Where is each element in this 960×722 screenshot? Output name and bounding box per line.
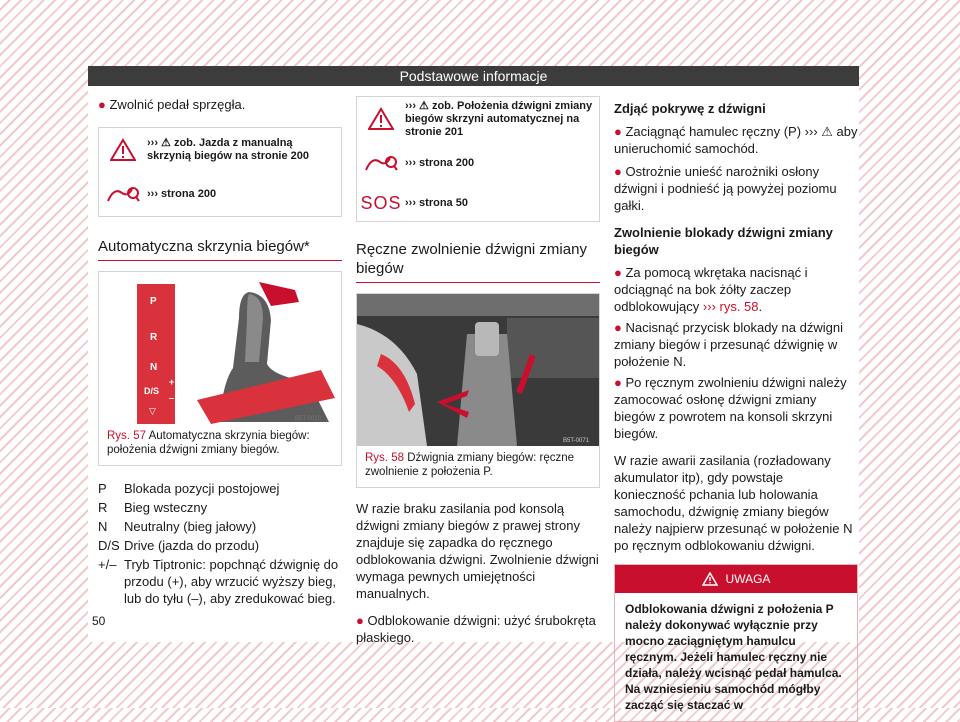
figure	[98, 271, 342, 466]
paragraph: W razie awarii zasilania (rozładowany akumulator itp), gdy powstaje konieczność pchania lub holowania samochodu, dźwignię zmiany biegów należy najpierw przesunąć w położenie N po ręcznym odblokowaniu dźwigni.	[614, 453, 853, 553]
legend-row: N Neutralny (bieg jałowy)	[98, 519, 257, 534]
figure-caption: Rys. 57 Automatyczna skrzynia biegów: położenia dźwigni zmiany biegów.	[107, 430, 310, 456]
legend-row: +/– Tryb Tiptronic: popchnąć dźwignię do przodu (+), aby wrzucić wyższy bieg, lub do tyłu (–), aby zredukować bieg.	[98, 557, 339, 606]
warning-text: Odblokowania dźwigni z położenia P należy dokonywać wyłącznie przy mocno zaciągniętym hamulcu ręcznym. Jeżeli hamulec ręczny nie działa, należy wcisnąć pedał hamulca. Na wzniesieniu samochód mógłby zacząć się staczać w	[625, 602, 842, 712]
note-row: ››› ⚠ zob. Położenia dźwigni zmiany biegów skrzyni automatycznej na stronie 201	[357, 97, 599, 141]
manual-release-image	[357, 294, 599, 446]
legend-row: D/S Drive (jazda do przodu)	[98, 538, 260, 553]
paragraph: W razie braku zasilania pod konsolą dźwigni zmiany biegów z prawej strony znajduje się zapadka do ręcznego odblokowania dźwigni. Zwolnienie dźwigni wymaga pewnych umiejętności manualnych.	[356, 501, 599, 601]
figure	[356, 293, 600, 488]
list-item: ● Po ręcznym zwolnieniu dźwigni należy zamocować osłonę dźwigni zmiany biegów z powrotem na konsoli skrzyni biegów.	[614, 375, 847, 441]
list-item: ● Nacisnąć przycisk blokady na dźwigni zmiany biegów i przesunąć dźwignię w położenie N.	[614, 320, 843, 369]
warning-box	[614, 564, 858, 722]
warning-header: UWAGA	[615, 565, 857, 593]
legend-row: P Blokada pozycji postojowej	[98, 481, 280, 496]
heading: Zwolnienie blokady dźwigni zmiany biegów	[614, 225, 833, 257]
legend-row: R Bieg wsteczny	[98, 500, 208, 515]
bullet-icon: ●	[356, 613, 364, 628]
note-row: ››› strona 200	[357, 141, 599, 185]
section-title: Ręczne zwolnienie dźwigni zmiany biegów	[356, 240, 600, 283]
fig-label-p: P	[150, 296, 157, 307]
bullet-icon: ●	[614, 375, 622, 390]
note-row: SOS ››› strona 50	[357, 185, 599, 221]
list-item: ● Zaciągnąć hamulec ręczny (P) ››› ⚠ aby unieruchomić samochód.	[614, 124, 858, 156]
page-number: 50	[92, 614, 106, 628]
note-row: ››› strona 200	[99, 172, 341, 216]
bullet-icon: ●	[614, 164, 622, 179]
fig-label-n: N	[150, 362, 158, 373]
bullet-icon: ●	[614, 320, 622, 335]
bullet-icon: ●	[614, 265, 622, 280]
figure-link[interactable]: ››› rys. 58	[702, 299, 759, 314]
sos-icon: SOS	[360, 192, 402, 213]
warning-icon	[99, 138, 147, 162]
section-title: Automatyczna skrzynia biegów*	[98, 237, 342, 261]
park-indicator-icon: ▽	[149, 406, 156, 416]
column-left	[98, 96, 342, 609]
note-row: ››› ⚠ zob. Jazda z manualną skrzynią biegów na stronie 200	[99, 128, 341, 172]
figure-caption: Rys. 58 Dźwignia zmiany biegów: ręczne zwolnienie z położenia P.	[365, 452, 575, 478]
fig-label-plus: +	[169, 377, 175, 387]
list-item: ● Ostrożnie unieść narożniki osłony dźwigni i podnieść ją powyżej poziomu gałki.	[614, 164, 837, 213]
note-box	[98, 127, 342, 217]
environment-icon	[357, 152, 405, 174]
list-item: ● Zwolnić pedał sprzęgła.	[98, 97, 246, 112]
environment-icon	[99, 183, 147, 205]
list-item: ● Odblokowanie dźwigni: użyć śrubokręta płaskiego.	[356, 613, 596, 645]
heading: Zdjąć pokrywę z dźwigni	[614, 101, 766, 116]
page-header: Podstawowe informacje	[88, 66, 859, 86]
gear-selector-image	[99, 272, 341, 424]
fig-label-ds: D/S	[144, 386, 160, 396]
column-right	[614, 100, 858, 722]
fig-label-minus: –	[169, 393, 175, 403]
list-item: ● Za pomocą wkrętaka nacisnąć i odciągnąć na bok żółty zaczep odblokowujący ››› rys. 58.	[614, 265, 808, 314]
warning-icon	[357, 107, 405, 131]
gear-legend	[98, 480, 342, 607]
warning-icon	[702, 572, 718, 586]
fig-label-r: R	[150, 332, 158, 343]
bullet-icon: ●	[614, 124, 622, 139]
figure-code: B5T-0071	[563, 438, 590, 444]
column-middle	[356, 96, 600, 646]
bullet-icon: ●	[98, 97, 106, 112]
note-box	[356, 96, 600, 222]
figure-code: B5T-0010	[295, 416, 322, 422]
